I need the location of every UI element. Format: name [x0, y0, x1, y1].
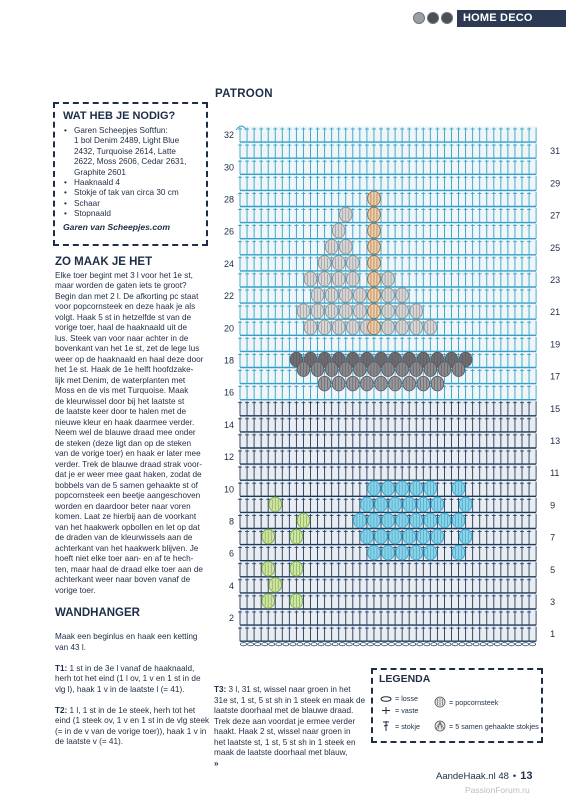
chain-stitch: [396, 643, 402, 646]
page-footer: AandeHaak.nl 48 • 13: [436, 770, 533, 782]
chain-stitch: [466, 643, 472, 646]
row-label-right: 19: [550, 339, 561, 350]
chain-stitch: [382, 643, 388, 646]
chain-stitch: [332, 643, 338, 646]
row-label-right: 27: [550, 210, 561, 221]
row-label-right: 23: [550, 274, 561, 285]
chain-stitch: [318, 643, 324, 646]
t3-label: T3:: [214, 685, 227, 695]
chain-stitch: [360, 643, 366, 646]
row-label-right: 3: [550, 596, 556, 607]
materials-box: [53, 102, 208, 246]
row-label-left: 10: [223, 484, 234, 495]
materials-title: WAT HEB JE NODIG?: [63, 110, 176, 122]
chain-stitch: [515, 643, 521, 646]
legend-sc: [379, 706, 418, 715]
t1-label: T1:: [55, 663, 68, 673]
row-label-right: 5: [550, 564, 556, 575]
chain-stitch: [325, 643, 331, 646]
chain-stitch: [480, 643, 486, 646]
row-label-right: 9: [550, 500, 556, 511]
legend-popcorn-label: = popcornsteek: [449, 697, 499, 707]
legend-popcorn: [433, 696, 498, 708]
chain-stitch: [339, 643, 345, 646]
row-label-left: 4: [228, 580, 234, 591]
row-label-right: 1: [550, 629, 556, 640]
row-label-left: 2: [228, 613, 234, 624]
chain-stitch: [262, 643, 268, 646]
chain-stitch: [241, 643, 247, 646]
wandhanger-text: [55, 622, 215, 748]
row-label-left: 26: [223, 226, 234, 237]
chain-stitch: [487, 643, 493, 646]
row-label-right: 31: [550, 146, 561, 157]
chain-stitch: [290, 643, 296, 646]
row-label-right: 11: [550, 468, 560, 479]
chain-stitch: [424, 643, 430, 646]
chain-stitch: [473, 643, 479, 646]
t3-text: [214, 675, 366, 769]
legend-dc: [379, 720, 420, 732]
chain-stitch: [523, 643, 529, 646]
row-label-right: 21: [550, 307, 561, 318]
chain-stitch: [248, 643, 254, 646]
row-label-left: 30: [223, 162, 234, 173]
popcorn-icon: [433, 696, 447, 708]
chain-stitch: [494, 643, 500, 646]
chain-stitch: [367, 643, 373, 646]
chain-stitch: [530, 643, 536, 646]
chart-title: PATROON: [215, 88, 273, 100]
t2-text: 1 l, 1 st in de 1e steek, herh tot het eind (1 steek ov, 1 v en 1 st in de vlg steek (= in de v van de vorige toer)), haak 1 v in de laatste v (= 41).: [55, 705, 210, 747]
chain-stitch: [255, 643, 261, 646]
chain-icon: [379, 695, 393, 703]
magazine-site: AandeHaak.nl 48: [436, 771, 509, 782]
t1-text: 1 st in de 3e l vanaf de haaknaald, herh tot het eind (1 l ov, 1 v en 1 st in de vlg l), haak 1 v in de laatste l (= 41).: [55, 663, 201, 694]
wandhanger-title: WANDHANGER: [55, 607, 140, 619]
row-label-left: 24: [223, 258, 234, 269]
chain-stitch: [403, 643, 409, 646]
chain-stitch: [276, 643, 282, 646]
cluster-icon: [433, 720, 447, 732]
chain-stitch: [452, 643, 458, 646]
row-label-right: 7: [550, 532, 556, 543]
instructions-text: Elke toer begint met 3 l voor het 1e st, maar worden de gaten iets te groot? Begin dan met 2 l. De afkorting pc staat voor popcornsteek en deze haak je als volgt. Haak 5 st in hetzelfde st van de vorige toer, haal de haaknaald uit de lus. Steek van voor naar achter in de bovenkant van het 1e st, zet de lege lus weer op de haaknaald en haal deze door het 1e st. Haak de 1e helft hoofdzake- lijk met Denim, de waterplanten met Moss en de vis met Turquoise. Maak de kleurwissel door bij het laatste st de laatste keer door te halen met de nieuwe kleur en haak daarmee verder. Neem wel de blauwe draad mee onder de steken (deze ligt dan op de steken van de vorige toer) en haak er later mee verder. Trek de blauwe draad strak voor- dat je er weer mee gaat haken, zodat de bobbels van de 5 samen gehaakte st of popcornsteek een beetje aangeschoven worden en daardoor beter naar voren komen. Laat ze hierbij aan de voorkant van het haakwerk opbollen en let op dat de draden van de kleurwissels aan de achterkant van het haakwerk blijven. Je hoeft niet elke toer aan- en af te hech- ten, maar haal de draad elke toer aan de achterkant weer naar boven vanaf de vorige toer.: [55, 271, 204, 595]
row-label-left: 16: [223, 387, 234, 398]
row-label-right: 13: [550, 435, 561, 446]
legend-chain-label: = losse: [395, 694, 418, 703]
legend-cluster: [433, 720, 539, 732]
row-label-left: 18: [223, 355, 234, 366]
t3-body: 3 l, 31 st, wissel naar groen in het 31e st, 1 st, 5 st sh in 1 steek en maak de laatste doorhaal met de blauwe draad. Trek deze aan voordat je ermee verder haakt. Haak 2 st, wissel naar groen in het laatste st, 1 st, 5 st sh in 1 steek en maak de laatste doorhaal met blauw,: [214, 685, 366, 758]
chain-stitch: [353, 643, 359, 646]
wandhanger-intro: Maak een beginlus en haak een ketting van 43 l.: [55, 632, 198, 652]
materials-item: • Haaknaald 4: [63, 178, 200, 188]
legend-cluster-label: = 5 samen gehaakte stokjes: [449, 721, 539, 731]
section-badge: HOME DECO: [457, 10, 566, 27]
materials-item: • Stopnaald: [63, 209, 200, 219]
row-label-right: 17: [550, 371, 561, 382]
chain-stitch: [417, 643, 423, 646]
chain-stitch: [311, 643, 317, 646]
chain-stitch: [374, 643, 380, 646]
chain-stitch: [431, 643, 437, 646]
chain-stitch: [501, 643, 507, 646]
row-label-left: 14: [223, 419, 234, 430]
row-label-left: 28: [223, 194, 234, 205]
chain-stitch: [438, 643, 444, 646]
legend-chain: [379, 694, 418, 703]
row-label-left: 8: [228, 516, 234, 527]
materials-item: • Schaar: [63, 199, 200, 209]
chain-stitch: [297, 643, 303, 646]
stitch-icon: [379, 720, 393, 732]
row-label-left: 22: [223, 291, 234, 302]
chain-stitch: [304, 643, 310, 646]
row-label-right: 25: [550, 242, 561, 253]
legend-sc-label: = vaste: [395, 706, 419, 715]
yarn-credit: Garen van Scheepjes.com: [63, 221, 170, 232]
plus-icon: [379, 706, 393, 715]
row-label-right: 15: [550, 403, 561, 414]
legend-dc-label: = stokje: [395, 721, 420, 731]
t2-label: T2:: [55, 705, 68, 715]
row-label-left: 32: [223, 130, 234, 141]
watermark: PassionForum.ru: [465, 785, 530, 795]
chain-stitch: [508, 643, 514, 646]
legend-box: [371, 668, 543, 743]
row-label-left: 20: [223, 323, 234, 334]
materials-item: • Stokje of tak van circa 30 cm: [63, 188, 200, 198]
chain-stitch: [459, 643, 465, 646]
chain-stitch: [269, 643, 275, 646]
continue-mark: »: [214, 758, 219, 768]
instructions-title: ZO MAAK JE HET: [55, 256, 153, 268]
materials-list: [63, 126, 200, 220]
row-label-left: 12: [223, 452, 234, 463]
chain-stitch: [410, 643, 416, 646]
issue-dots: [413, 12, 453, 24]
row-label-left: 6: [228, 548, 234, 559]
legend-title: LEGENDA: [379, 673, 431, 685]
row-label-right: 29: [550, 178, 561, 189]
chain-stitch: [346, 643, 352, 646]
crochet-chart: [208, 112, 561, 660]
materials-item: • Garen Scheepjes Softfun: 1 bol Denim 2489, Light Blue 2432, Turquoise 2614, Latte 2622, Moss 2606, Cedar 2631, Graphite 2601: [63, 126, 200, 178]
page-number: 13: [520, 770, 533, 782]
chain-stitch: [445, 643, 451, 646]
chain-stitch: [283, 643, 289, 646]
chain-stitch: [389, 643, 395, 646]
